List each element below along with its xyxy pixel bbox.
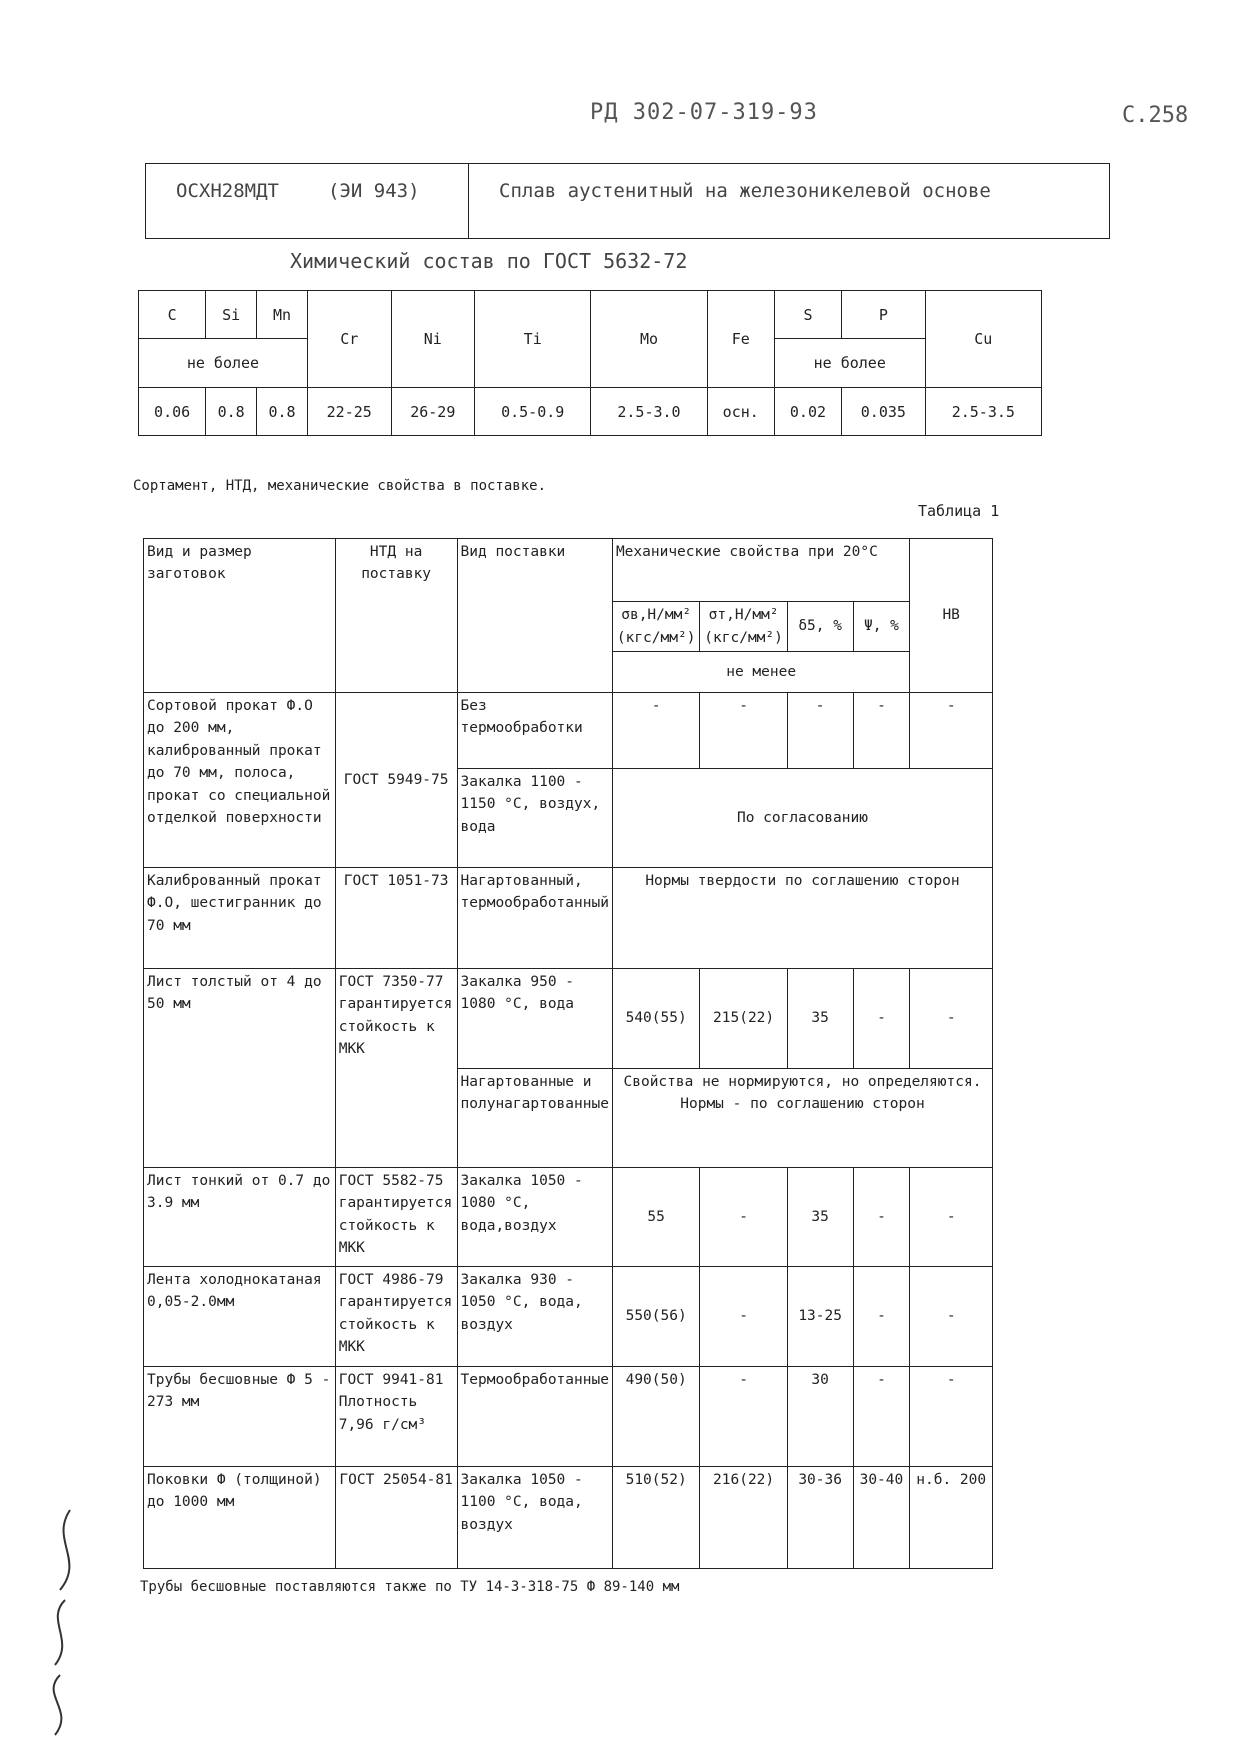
- r1-product: Сортовой прокат Ф.О до 200 мм, калиброванный прокат до 70 мм, полоса, прокат со специальной отделкой поверхности: [144, 693, 336, 868]
- element-fe: Fe: [707, 291, 774, 388]
- r2-ntd: ГОСТ 1051-73: [335, 868, 457, 969]
- head-d5: δ5, %: [787, 602, 853, 652]
- r5-sb: 550(56): [612, 1267, 699, 1367]
- r3-sb: 540(55): [612, 969, 699, 1069]
- r4-sb: 55: [612, 1168, 699, 1267]
- element-mo: Mo: [591, 291, 707, 388]
- grade-box: [145, 163, 469, 239]
- chem-title: Химический состав по ГОСТ 5632-72: [290, 249, 688, 273]
- grade-alias: (ЭИ 943): [328, 180, 420, 202]
- r5-st: -: [700, 1267, 787, 1367]
- page-number: С.258: [1122, 103, 1189, 128]
- table1: [143, 538, 993, 1569]
- not-more-right: не более: [774, 339, 925, 388]
- r3-supply-b: Нагартованные и полунагартованные: [457, 1069, 612, 1168]
- table1-footnote: Трубы бесшовные поставляются также по ТУ 14-3-318-75 Ф 89-140 мм: [140, 1579, 680, 1595]
- handwritten-signature: [30, 1500, 90, 1740]
- r5-ntd: ГОСТ 4986-79 гарантируется стойкость к МКК: [335, 1267, 457, 1367]
- r1-supply-b: Закалка 1100 - 1150 °С, воздух, вода: [457, 769, 612, 868]
- element-s: S: [774, 291, 841, 339]
- r2-supply: Нагартованный, термообработанный: [457, 868, 612, 969]
- r1-agreement: По согласованию: [612, 769, 992, 868]
- head-psi: Ψ, %: [853, 602, 910, 652]
- r1-ntd: ГОСТ 5949-75: [335, 693, 457, 868]
- head-not-less: не менее: [612, 652, 909, 693]
- r5-product: Лента холоднокатаная 0,05-2.0мм: [144, 1267, 336, 1367]
- r5-supply: Закалка 930 - 1050 °С, вода, воздух: [457, 1267, 612, 1367]
- r2-product: Калиброванный прокат Ф.О, шестигранник до 70 мм: [144, 868, 336, 969]
- value-cr: 22-25: [307, 388, 391, 436]
- r6-hb: -: [910, 1367, 993, 1467]
- document-code: РД 302-07-319-93: [590, 100, 818, 125]
- value-fe: осн.: [707, 388, 774, 436]
- chem-values-row: [139, 388, 1042, 436]
- r6-ntd: ГОСТ 9941-81 Плотность 7,96 г/см³: [335, 1367, 457, 1467]
- not-more-left: не более: [139, 339, 308, 388]
- r5-psi: -: [853, 1267, 910, 1367]
- head-col3: Вид поставки: [457, 539, 612, 693]
- r4-product: Лист тонкий от 0.7 до 3.9 мм: [144, 1168, 336, 1267]
- element-ti: Ti: [475, 291, 591, 388]
- table1-caption: Сортамент, НТД, механические свойства в поставке.: [133, 478, 547, 494]
- r7-supply: Закалка 1050 - 1100 °С, вода, воздух: [457, 1467, 612, 1569]
- r1-hb: -: [910, 693, 993, 769]
- table-row: [144, 1467, 993, 1569]
- value-s: 0.02: [774, 388, 841, 436]
- table-row: [144, 1168, 993, 1267]
- r5-d5: 13-25: [787, 1267, 853, 1367]
- r4-d5: 35: [787, 1168, 853, 1267]
- r1-sb: -: [612, 693, 699, 769]
- value-ni: 26-29: [391, 388, 475, 436]
- chem-elements-row: [139, 291, 1042, 339]
- r3-note: Свойства не нормируются, но определяются. Нормы - по соглашению сторон: [612, 1069, 992, 1168]
- value-mn: 0.8: [257, 388, 308, 436]
- r4-hb: -: [910, 1168, 993, 1267]
- r3-ntd: ГОСТ 7350-77 гарантируется стойкость к МКК: [335, 969, 457, 1168]
- head-st: σт,Н/мм² (кгс/мм²): [700, 602, 787, 652]
- element-cu: Cu: [925, 291, 1041, 388]
- r3-supply-a: Закалка 950 - 1080 °С, вода: [457, 969, 612, 1069]
- element-p: P: [842, 291, 926, 339]
- element-c: C: [139, 291, 206, 339]
- r4-psi: -: [853, 1168, 910, 1267]
- table-row: [144, 693, 993, 769]
- r3-st: 215(22): [700, 969, 787, 1069]
- value-c: 0.06: [139, 388, 206, 436]
- r5-hb: -: [910, 1267, 993, 1367]
- grade-name: ОСХН28МДТ: [176, 180, 279, 202]
- r3-product: Лист толстый от 4 до 50 мм: [144, 969, 336, 1168]
- chem-table: [138, 290, 1042, 436]
- head-mech: Механические свойства при 20°C: [612, 539, 909, 602]
- r1-supply-a: Без термообработки: [457, 693, 612, 769]
- table1-header-row1: [144, 539, 993, 602]
- r3-psi: -: [853, 969, 910, 1069]
- element-ni: Ni: [391, 291, 475, 388]
- r7-ntd: ГОСТ 25054-81: [335, 1467, 457, 1569]
- r6-st: -: [700, 1367, 787, 1467]
- element-si: Si: [206, 291, 257, 339]
- head-sb: σв,Н/мм² (кгс/мм²): [612, 602, 699, 652]
- r1-d5: -: [787, 693, 853, 769]
- head-col1: Вид и размер заготовок: [144, 539, 336, 693]
- grade-description-box: [468, 163, 1110, 239]
- value-cu: 2.5-3.5: [925, 388, 1041, 436]
- value-mo: 2.5-3.0: [591, 388, 707, 436]
- r6-product: Трубы бесшовные Ф 5 - 273 мм: [144, 1367, 336, 1467]
- r6-supply: Термообработанные: [457, 1367, 612, 1467]
- r7-psi: 30-40: [853, 1467, 910, 1569]
- grade-description: Сплав аустенитный на железоникелевой основе: [499, 180, 991, 202]
- r7-d5: 30-36: [787, 1467, 853, 1569]
- r7-st: 216(22): [700, 1467, 787, 1569]
- r1-psi: -: [853, 693, 910, 769]
- head-col2: НТД на поставку: [335, 539, 457, 693]
- element-cr: Cr: [307, 291, 391, 388]
- value-p: 0.035: [842, 388, 926, 436]
- r6-d5: 30: [787, 1367, 853, 1467]
- r3-hb: -: [910, 969, 993, 1069]
- r4-ntd: ГОСТ 5582-75 гарантируется стойкость к МКК: [335, 1168, 457, 1267]
- table-row: [144, 1267, 993, 1367]
- r3-d5: 35: [787, 969, 853, 1069]
- r4-supply: Закалка 1050 - 1080 °С, вода,воздух: [457, 1168, 612, 1267]
- r7-product: Поковки Ф (толщиной) до 1000 мм: [144, 1467, 336, 1569]
- r4-st: -: [700, 1168, 787, 1267]
- head-hb: НВ: [910, 539, 993, 693]
- table1-number: Таблица 1: [918, 502, 1000, 520]
- value-ti: 0.5-0.9: [475, 388, 591, 436]
- value-si: 0.8: [206, 388, 257, 436]
- r6-psi: -: [853, 1367, 910, 1467]
- table-row: [144, 969, 993, 1069]
- table-row: [144, 1367, 993, 1467]
- element-mn: Mn: [257, 291, 308, 339]
- r7-hb: н.б. 200: [910, 1467, 993, 1569]
- table-row: [144, 868, 993, 969]
- r7-sb: 510(52): [612, 1467, 699, 1569]
- r1-st: -: [700, 693, 787, 769]
- r2-hardness: Нормы твердости по соглашению сторон: [612, 868, 992, 969]
- r6-sb: 490(50): [612, 1367, 699, 1467]
